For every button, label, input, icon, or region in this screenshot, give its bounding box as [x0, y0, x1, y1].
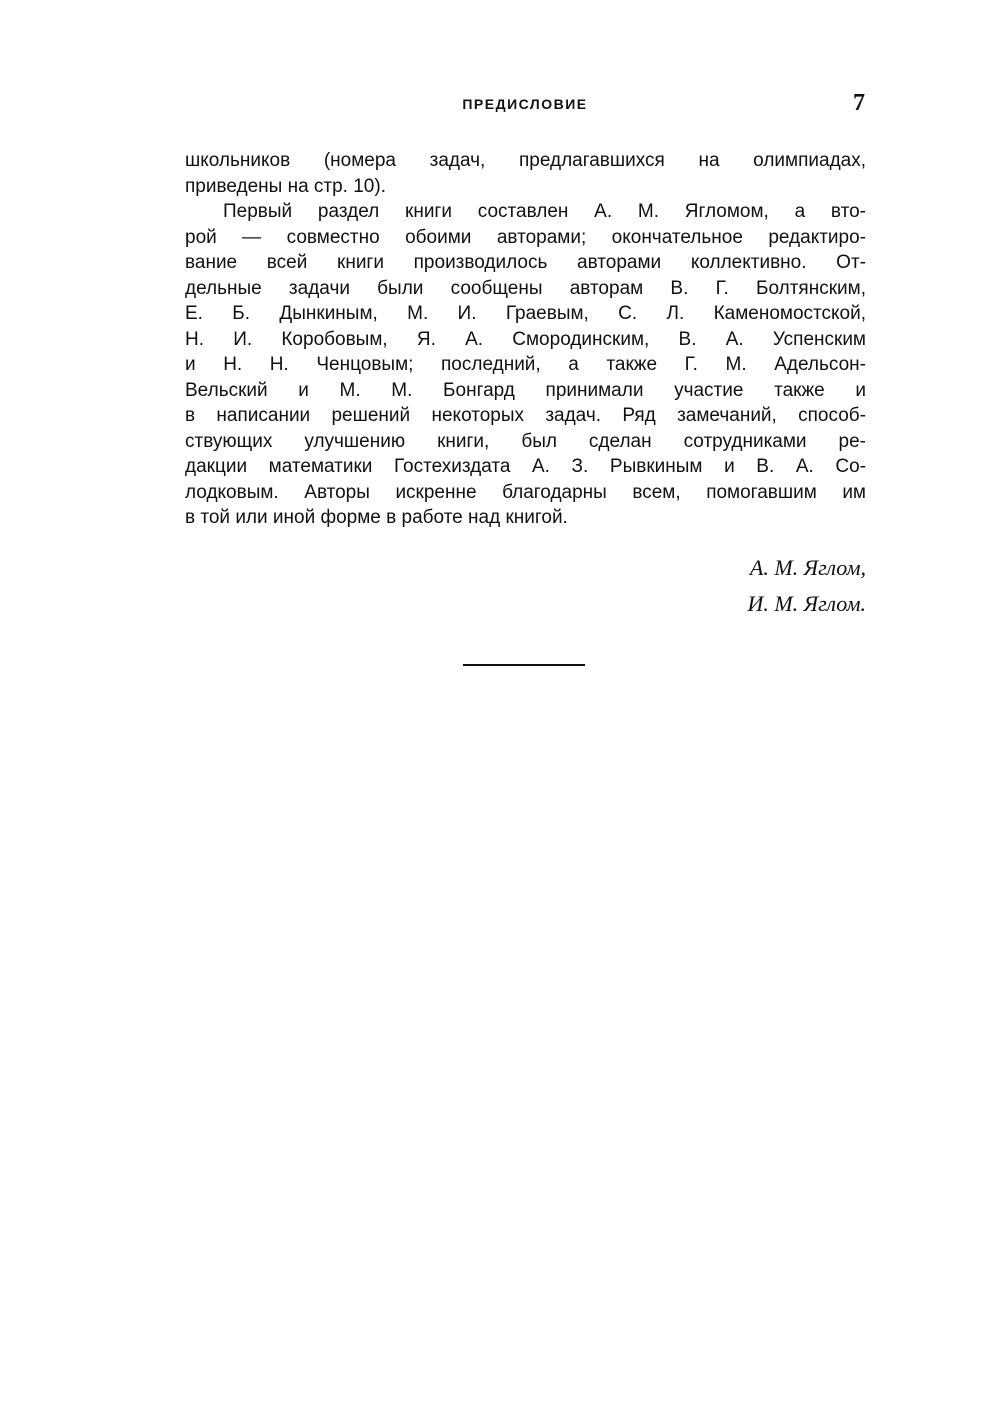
- text-line: Н. И. Коробовым, Я. А. Смородинским, В. А. Успенским: [185, 328, 866, 350]
- text-line: в той или иной форме в работе над книгой.: [185, 507, 568, 528]
- text-line: Е. Б. Дынкиным, М. И. Граевым, С. Л. Каменомостской,: [185, 303, 866, 324]
- running-title: ПРЕДИСЛОВИЕ: [462, 96, 588, 112]
- preface-body: [185, 148, 866, 531]
- text-line: и Н. Н. Ченцовым; последний, а также Г. М. Адельсон-: [185, 354, 866, 375]
- signature-im-yaglom: И. М. Яглом.: [747, 591, 866, 616]
- page-header: [185, 92, 865, 122]
- text-line: Вельский и М. М. Бонгард принимали участие также и: [185, 379, 866, 401]
- paragraph-continuation: [185, 148, 866, 199]
- text-line: дельные задачи были сообщены авторам В. Г. Болтянским,: [185, 277, 866, 299]
- signature-am-yaglom: А. М. Яглом,: [749, 555, 866, 580]
- text-line: вание всей книги производилось авторами коллективно. От-: [185, 252, 866, 273]
- text-line: дакции математики Гостехиздата А. З. Рывкиным и В. А. Со-: [185, 456, 866, 477]
- text-line: ствующих улучшению книги, был сделан сотрудниками ре-: [185, 430, 866, 452]
- page-number: 7: [853, 90, 865, 116]
- paragraph-authors: [185, 199, 866, 531]
- text-line: рой — совместно обоими авторами; окончательное редактиро-: [185, 226, 866, 248]
- text-line: в написании решений некоторых задач. Ряд замечаний, способ-: [185, 405, 866, 426]
- text-line: лодковым. Авторы искренне благодарны всем, помогавшим им: [185, 481, 866, 503]
- text-line: школьников (номера задач, предлагавшихся на олимпиадах,: [185, 150, 866, 171]
- section-end-rule: [463, 664, 585, 666]
- author-signatures: [747, 550, 866, 622]
- text-line: Первый раздел книги составлен А. М. Ягломом, а вто-: [223, 201, 866, 222]
- text-line: приведены на стр. 10).: [185, 175, 386, 197]
